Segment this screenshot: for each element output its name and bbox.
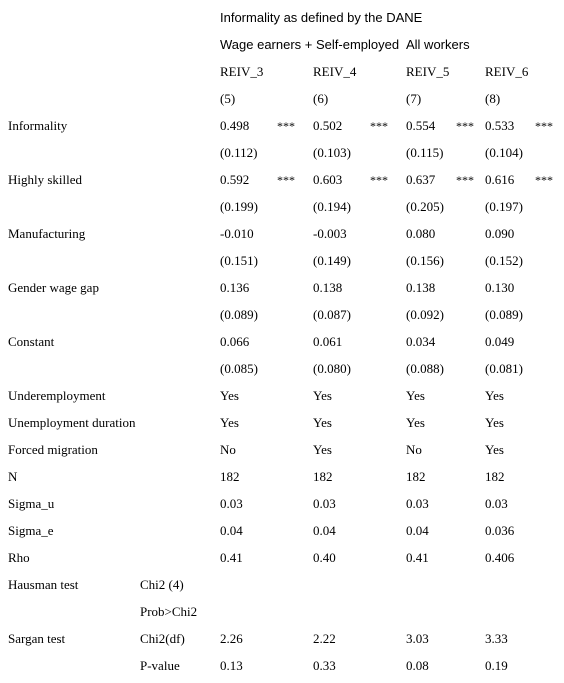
table-cell: (0.156) <box>406 253 444 268</box>
table-cell: (0.112) <box>220 145 258 160</box>
test-statistic-label: Prob>Chi2 <box>140 604 198 619</box>
table-cell: 0.04 <box>406 523 429 538</box>
model-header: REIV_3 <box>220 64 264 79</box>
significance-stars: *** <box>277 119 295 133</box>
row-label: N <box>8 469 18 484</box>
table-cell: 0.03 <box>406 496 429 511</box>
table-cell: No <box>406 442 422 457</box>
table-cell: (0.205) <box>406 199 444 214</box>
table-title: Informality as defined by the DANE <box>220 10 423 25</box>
table-cell: 0.138 <box>406 280 436 295</box>
table-cell: 0.061 <box>313 334 343 349</box>
test-value: 3.03 <box>406 631 429 646</box>
table-cell: 0.41 <box>406 550 429 565</box>
row-label: Gender wage gap <box>8 280 99 295</box>
test-label: Hausman test <box>8 577 79 592</box>
table-cell: (0.152) <box>485 253 523 268</box>
model-header: REIV_5 <box>406 64 450 79</box>
table-cell: 0.554 <box>406 118 436 133</box>
table-cell: 182 <box>313 469 333 484</box>
table-cell: 0.637 <box>406 172 436 187</box>
table-cell: 0.502 <box>313 118 343 133</box>
table-cell: (0.089) <box>485 307 523 322</box>
table-cell: Yes <box>485 388 504 403</box>
group-header-all-workers: All workers <box>406 37 470 52</box>
table-cell: 0.034 <box>406 334 436 349</box>
table-cell: 0.04 <box>313 523 336 538</box>
row-label: Sigma_u <box>8 496 55 511</box>
test-statistic-label: Chi2 (4) <box>140 577 184 592</box>
table-cell: 182 <box>220 469 240 484</box>
table-cell: 0.04 <box>220 523 243 538</box>
table-cell: (0.115) <box>406 145 444 160</box>
table-cell: 0.130 <box>485 280 515 295</box>
table-cell: 0.090 <box>485 226 515 241</box>
row-label: Rho <box>8 550 30 565</box>
table-cell: 0.40 <box>313 550 336 565</box>
table-cell: No <box>220 442 236 457</box>
table-cell: 0.066 <box>220 334 250 349</box>
significance-stars: *** <box>370 173 388 187</box>
test-statistic-label: Chi2(df) <box>140 631 185 646</box>
table-cell: 0.533 <box>485 118 515 133</box>
significance-stars: *** <box>535 173 553 187</box>
table-cell: (0.085) <box>220 361 258 376</box>
column-number: (6) <box>313 91 329 106</box>
table-cell: Yes <box>485 415 504 430</box>
table-cell: 0.03 <box>313 496 336 511</box>
row-label: Forced migration <box>8 442 98 457</box>
row-label: Informality <box>8 118 68 133</box>
significance-stars: *** <box>277 173 295 187</box>
table-cell: (0.080) <box>313 361 351 376</box>
table-cell: (0.081) <box>485 361 523 376</box>
test-statistic-label: P-value <box>140 658 180 673</box>
test-value: 2.22 <box>313 631 336 646</box>
significance-stars: *** <box>456 173 474 187</box>
table-cell: (0.088) <box>406 361 444 376</box>
model-header: REIV_4 <box>313 64 357 79</box>
table-cell: Yes <box>313 388 332 403</box>
table-cell: Yes <box>220 415 239 430</box>
table-cell: (0.149) <box>313 253 351 268</box>
test-label: Sargan test <box>8 631 66 646</box>
test-value: 0.33 <box>313 658 336 673</box>
row-label: Manufacturing <box>8 226 86 241</box>
table-cell: (0.194) <box>313 199 351 214</box>
table-cell: (0.087) <box>313 307 351 322</box>
row-label: Unemployment duration <box>8 415 136 430</box>
table-cell: (0.103) <box>313 145 351 160</box>
test-value: 0.08 <box>406 658 429 673</box>
table-cell: 0.41 <box>220 550 243 565</box>
table-cell: 0.136 <box>220 280 250 295</box>
group-header-wage-selfemployed: Wage earners + Self-employed <box>220 37 400 52</box>
table-cell: 0.049 <box>485 334 515 349</box>
table-cell: 182 <box>485 469 505 484</box>
column-number: (7) <box>406 91 422 106</box>
table-cell: Yes <box>313 415 332 430</box>
table-cell: Yes <box>220 388 239 403</box>
table-cell: 0.498 <box>220 118 250 133</box>
table-cell: Yes <box>406 388 425 403</box>
test-value: 0.13 <box>220 658 243 673</box>
table-cell: 0.603 <box>313 172 343 187</box>
table-cell: -0.010 <box>220 226 254 241</box>
table-cell: (0.197) <box>485 199 523 214</box>
table-cell: 0.080 <box>406 226 436 241</box>
table-cell: -0.003 <box>313 226 347 241</box>
row-label: Highly skilled <box>8 172 83 187</box>
table-cell: 0.406 <box>485 550 515 565</box>
table-cell: Yes <box>406 415 425 430</box>
table-cell: 182 <box>406 469 426 484</box>
table-cell: 0.036 <box>485 523 515 538</box>
table-cell: 0.138 <box>313 280 343 295</box>
row-label: Sigma_e <box>8 523 54 538</box>
table-cell: 0.03 <box>485 496 508 511</box>
row-label: Underemployment <box>8 388 106 403</box>
model-header: REIV_6 <box>485 64 529 79</box>
table-cell: 0.03 <box>220 496 243 511</box>
table-cell: Yes <box>313 442 332 457</box>
table-cell: (0.092) <box>406 307 444 322</box>
column-number: (5) <box>220 91 236 106</box>
test-value: 2.26 <box>220 631 243 646</box>
table-cell: 0.616 <box>485 172 515 187</box>
significance-stars: *** <box>456 119 474 133</box>
row-label: Constant <box>8 334 55 349</box>
table-cell: 0.592 <box>220 172 250 187</box>
column-number: (8) <box>485 91 501 106</box>
table-cell: (0.089) <box>220 307 258 322</box>
test-value: 3.33 <box>485 631 508 646</box>
table-cell: (0.104) <box>485 145 523 160</box>
significance-stars: *** <box>535 119 553 133</box>
table-cell: Yes <box>485 442 504 457</box>
significance-stars: *** <box>370 119 388 133</box>
test-value: 0.19 <box>485 658 508 673</box>
table-cell: (0.199) <box>220 199 258 214</box>
table-cell: (0.151) <box>220 253 258 268</box>
